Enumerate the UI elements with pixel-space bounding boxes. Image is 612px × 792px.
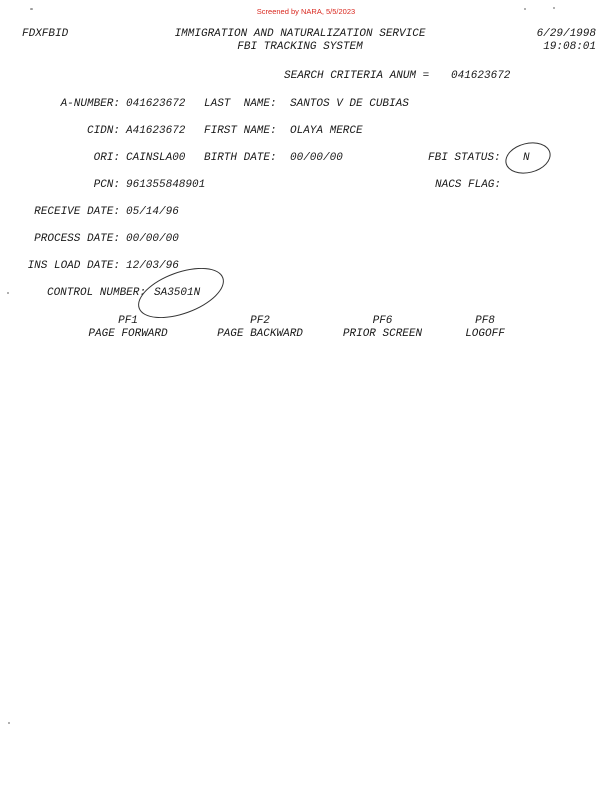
receive-date-label: RECEIVE DATE: [34,206,120,218]
birth-date-value: 00/00/00 [290,152,343,164]
nacs-flag-label: NACS FLAG: [435,179,502,191]
ins-load-date-value: 12/03/96 [126,260,179,272]
scan-speck [553,7,555,9]
control-number-label: CONTROL NUMBER: [46,287,146,299]
scan-speck [7,292,9,294]
scan-speck [30,8,33,10]
last-name-label: LAST NAME: [204,98,277,110]
header-date: 6/29/1998 [536,28,596,40]
cidn-value: A41623672 [126,125,186,137]
pcn-label: PCN: [93,179,120,191]
fbi-status-handwritten-circle [502,138,554,178]
fbi-status-label: FBI STATUS: [428,152,501,164]
pf8-key[interactable]: PF8 [475,315,495,327]
scan-speck [8,722,10,724]
ins-load-date-label: INS LOAD DATE: [27,260,120,272]
a-number-value: 041623672 [126,98,186,110]
search-criteria-value: 041623672 [451,70,511,82]
pf2-label[interactable]: PAGE BACKWARD [217,328,303,340]
pf1-label[interactable]: PAGE FORWARD [88,328,168,340]
pf6-label[interactable]: PRIOR SCREEN [342,328,423,340]
pf1-key[interactable]: PF1 [118,315,138,327]
pf8-label[interactable]: LOGOFF [465,328,505,340]
process-date-value: 00/00/00 [126,233,179,245]
a-number-label: A-NUMBER: [60,98,120,110]
ori-label: ORI: [93,152,120,164]
last-name-value: SANTOS V DE CUBIAS [290,98,409,110]
process-date-label: PROCESS DATE: [34,233,120,245]
receive-date-value: 05/14/96 [126,206,179,218]
nara-screening-stamp: Screened by NARA, 5/5/2023 [256,7,356,16]
system-title: FBI TRACKING SYSTEM [237,41,363,53]
control-number-value: SA3501N [154,287,201,299]
first-name-label: FIRST NAME: [204,125,277,137]
pcn-value: 961355848901 [126,179,206,191]
agency-title: IMMIGRATION AND NATURALIZATION SERVICE [174,28,426,40]
cidn-label: CIDN: [86,125,120,137]
fbi-status-value: N [523,152,530,164]
search-criteria-label: SEARCH CRITERIA ANUM = [284,70,430,82]
pf6-key[interactable]: PF6 [372,315,393,327]
birth-date-label: BIRTH DATE: [204,152,277,164]
first-name-value: OLAYA MERCE [290,125,363,137]
ori-value: CAINSLA00 [126,152,186,164]
header-time: 19:08:01 [543,41,596,53]
scan-speck [524,8,526,10]
screen-id: FDXFBID [22,28,69,40]
pf2-key[interactable]: PF2 [250,315,270,327]
